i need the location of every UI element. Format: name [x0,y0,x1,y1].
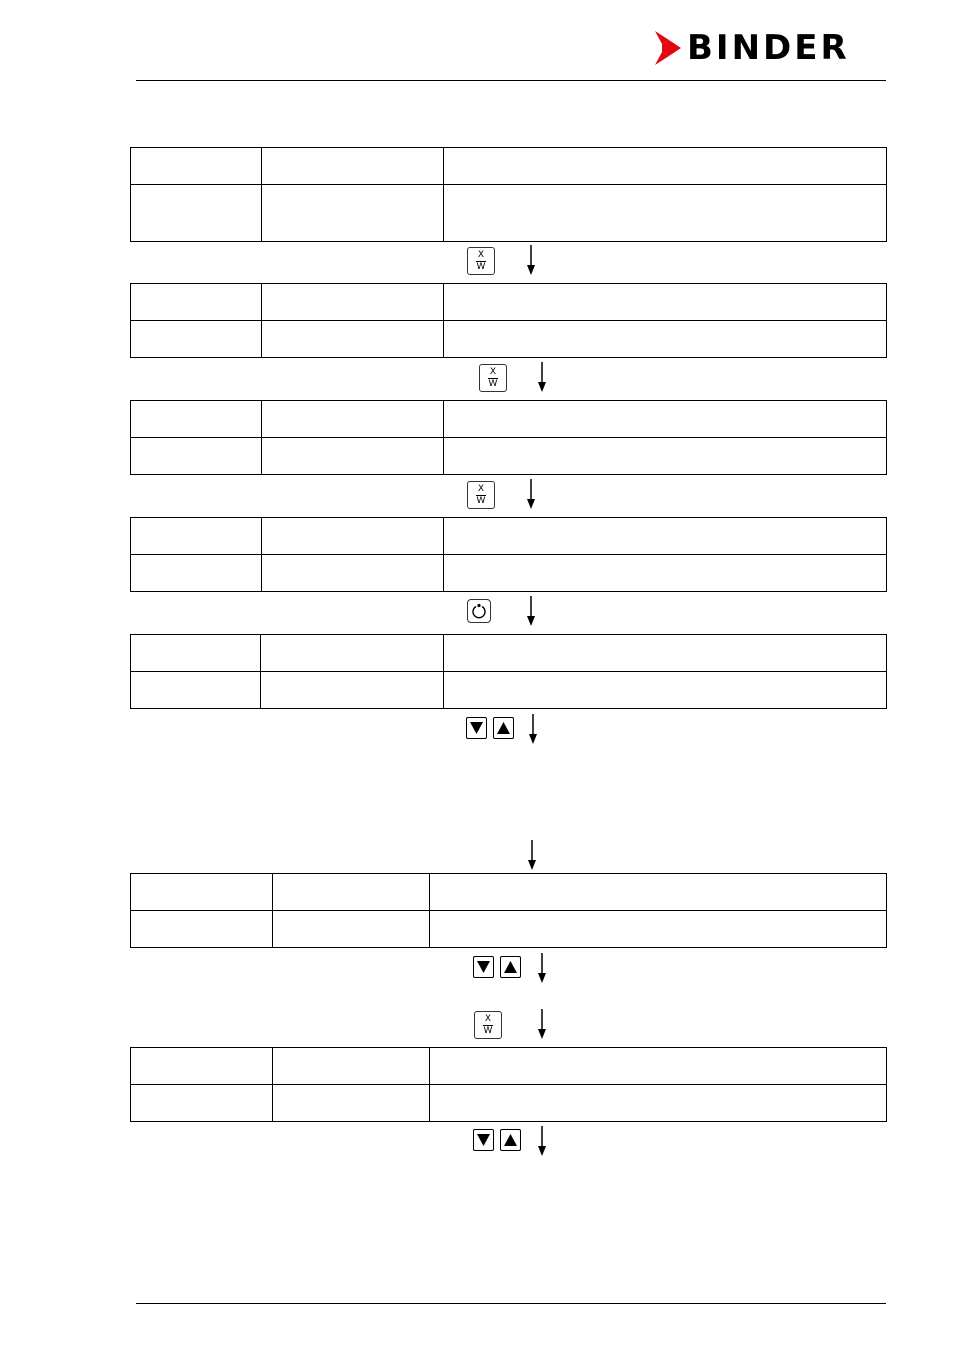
table-cell [262,185,444,242]
xw-key-icon: X W [479,364,507,392]
table-cell [261,672,444,709]
xw-key-icon: X W [474,1011,502,1039]
up-key-icon [500,1129,521,1151]
binder-logo [655,30,850,66]
table-row [131,284,887,321]
table-cell [444,321,887,358]
table-cell [262,438,444,475]
table-cell [430,874,887,911]
table-cell [131,321,262,358]
down-arrow-icon [527,714,539,744]
table-cell [444,555,887,592]
xw-key-icon: X W [467,247,495,275]
table-cell [444,284,887,321]
binder-logo-text: BINDER [687,28,850,68]
table-cell [273,1085,430,1122]
rotate-icon [471,603,487,619]
table-row [131,148,887,185]
table-cell [430,911,887,948]
table-cell [131,401,262,438]
step-table-5 [130,634,887,709]
table-row [131,874,887,911]
table-row [131,438,887,475]
step-table-3 [130,400,887,475]
table-cell [262,284,444,321]
table-cell [131,185,262,242]
table-cell [444,672,887,709]
table-cell [262,321,444,358]
table-cell [262,401,444,438]
table-cell [444,518,887,555]
table-cell [444,438,887,475]
table-cell [131,1085,273,1122]
table-cell [444,635,887,672]
table-row [131,635,887,672]
down-arrow-icon [536,1009,548,1039]
table-cell [131,672,261,709]
table-cell [444,401,887,438]
table-cell [131,555,262,592]
table-row [131,555,887,592]
xw-key-icon: X W [467,481,495,509]
down-key-icon [466,717,487,739]
table-cell [273,911,430,948]
step-table-1 [130,147,887,242]
rotate-key-icon [467,599,491,623]
down-arrow-icon [536,953,548,983]
down-arrow-icon [536,362,548,392]
table-cell [444,185,887,242]
binder-logo-mark-icon [655,31,681,65]
table-cell [261,635,444,672]
table-cell [262,148,444,185]
table-row [131,321,887,358]
table-cell [131,148,262,185]
down-arrow-icon [525,245,537,275]
down-arrow-icon [525,596,537,626]
down-arrow-icon [526,840,538,870]
table-cell [131,518,262,555]
table-row [131,1085,887,1122]
down-arrow-icon [536,1126,548,1156]
table-cell [131,1048,273,1085]
table-row [131,401,887,438]
table-cell [262,518,444,555]
table-cell [131,911,273,948]
step-table-4 [130,517,887,592]
table-cell [430,1085,887,1122]
footer-rule [136,1303,886,1304]
step-table-7 [130,1047,887,1122]
table-cell [131,874,273,911]
down-key-icon [473,956,494,978]
table-cell [262,555,444,592]
table-cell [131,284,262,321]
table-row [131,911,887,948]
table-row [131,185,887,242]
down-arrow-icon [525,479,537,509]
step-table-6 [130,873,887,948]
table-row [131,1048,887,1085]
up-key-icon [493,717,514,739]
table-cell [444,148,887,185]
table-cell [273,874,430,911]
down-key-icon [473,1129,494,1151]
step-table-2 [130,283,887,358]
table-cell [131,635,261,672]
table-cell [131,438,262,475]
table-row [131,672,887,709]
table-cell [430,1048,887,1085]
table-cell [273,1048,430,1085]
up-key-icon [500,956,521,978]
header-rule [136,80,886,81]
table-row [131,518,887,555]
